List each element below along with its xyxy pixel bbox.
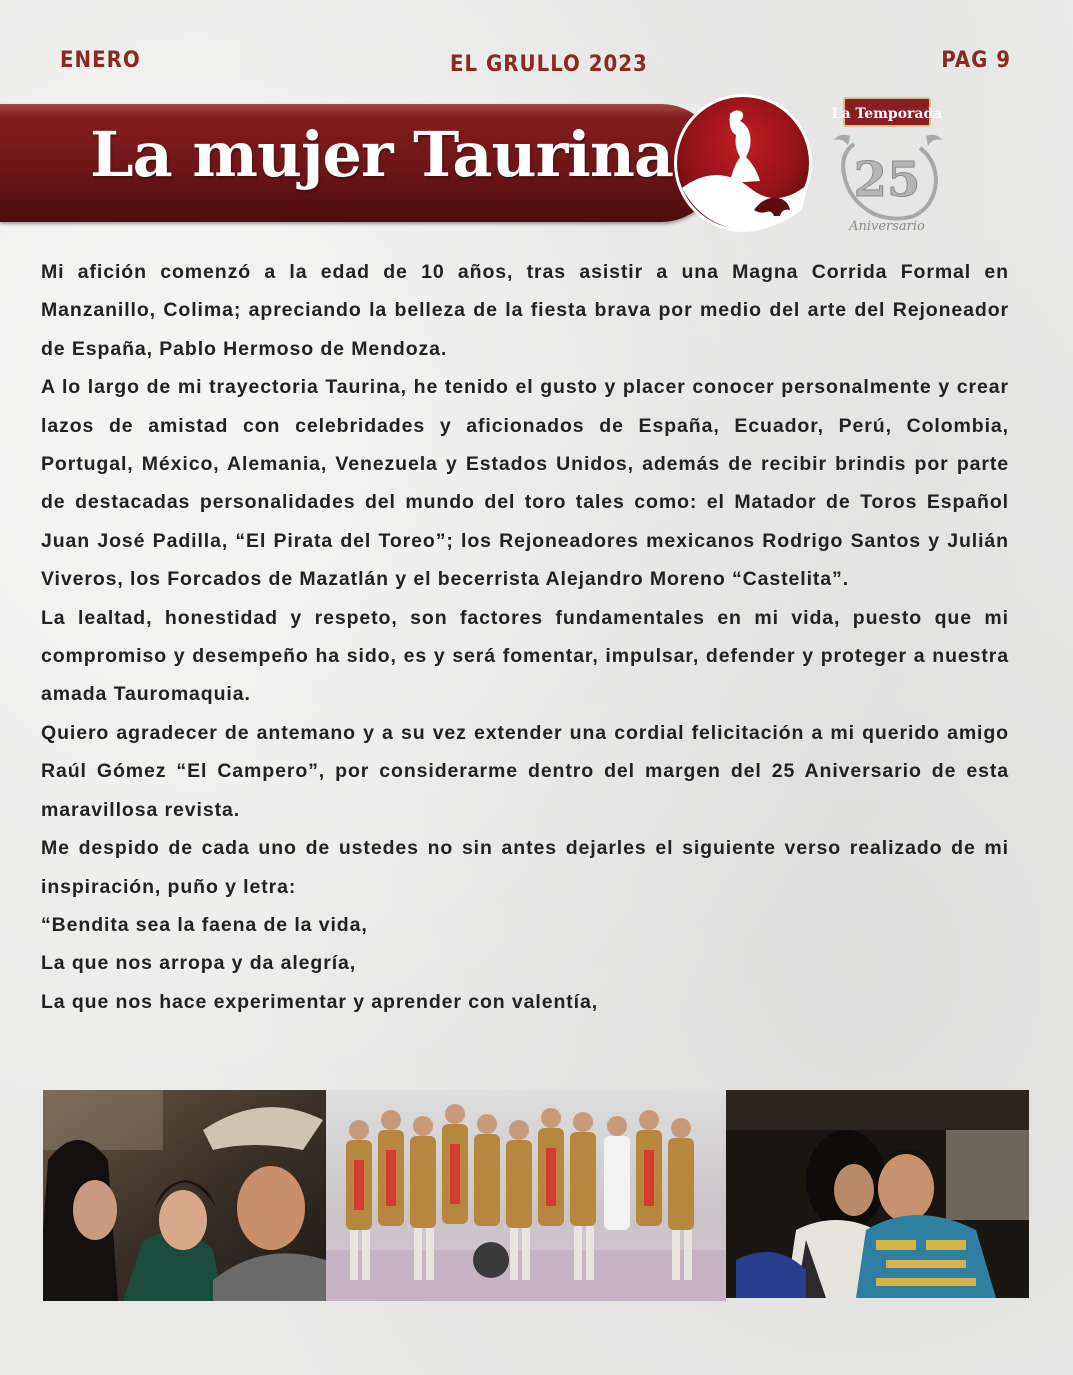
verse-line: “Bendita sea la faena de la vida, bbox=[41, 913, 368, 936]
svg-text:25: 25 bbox=[853, 152, 921, 208]
article-body bbox=[41, 253, 1009, 1021]
article-paragraph: Quiero agradecer de antemano y a su vez extender una cordial felicitación a mi querido amigo Raúl Gómez “El Campero”, por considerarme dentro del margen del 25 Aniversario de esta maravillosa revista. bbox=[41, 721, 1009, 821]
verse-line: La que nos arropa y da alegría, bbox=[41, 952, 357, 975]
anniversary-logo bbox=[830, 96, 942, 236]
article-paragraph: La lealtad, honestidad y respeto, son factores fundamentales en mi vida, puesto que mi compromiso y desempeño ha sido, es y será fomentar, impulsar, defender y proteger a nuestra amada Tauromaquia. bbox=[41, 606, 1009, 706]
photo-matador bbox=[726, 1090, 1029, 1298]
page-title: La mujer Taurina bbox=[90, 118, 674, 191]
header-page-number: PAG 9 bbox=[941, 48, 1011, 73]
article-paragraph: Me despido de cada uno de ustedes no sin antes dejarles el siguiente verso realizado de mi inspiración, puño y letra: bbox=[41, 837, 1009, 898]
article-paragraph: A lo largo de mi trayectoria Taurina, he tenido el gusto y placer conocer personalmente y crear lazos de amistad con celebridades y aficionados de España, Ecuador, Perú, Colombia, Portugal, México, Alemania, Venezuela y Estados Unidos, además de recibir brindis por parte de destacadas personalidades del mundo del toro tales como: el Matador de Toros Español Juan José Padilla, “El Pirata del Toreo”; los Rejoneadores mexicanos Rodrigo Santos y Julián Viveros, los Forcados de Mazatlán y el becerrista Alejandro Moreno “Castelita”. bbox=[41, 376, 1009, 591]
bullfighter-emblem-icon bbox=[672, 92, 814, 234]
svg-text:La Temporada: La Temporada bbox=[831, 106, 942, 122]
header-month: ENERO bbox=[60, 48, 141, 73]
photo-selfie bbox=[43, 1090, 326, 1301]
verse-line: La que nos hace experimentar y aprender con valentía, bbox=[41, 990, 599, 1013]
photo-group-forcados bbox=[326, 1090, 726, 1301]
article-paragraph: Mi afición comenzó a la edad de 10 años, tras asistir a una Magna Corrida Formal en Manzanillo, Colima; apreciando la belleza de la fiesta brava por medio del arte del Rejoneador de España, Pablo Hermoso de Mendoza. bbox=[41, 261, 1009, 360]
header-issue: EL GRULLO 2023 bbox=[450, 52, 648, 77]
svg-text:Aniversario: Aniversario bbox=[849, 219, 925, 234]
